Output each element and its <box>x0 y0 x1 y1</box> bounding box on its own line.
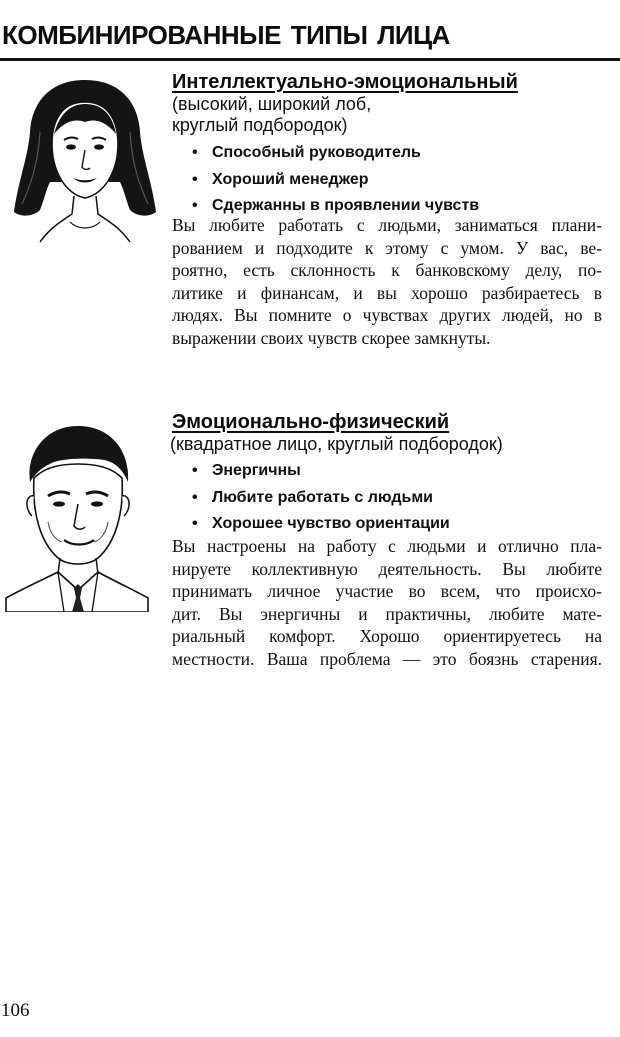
bullet-list <box>192 140 479 220</box>
section-heading: Интеллектуально-эмоциональный <box>172 71 518 93</box>
page-number: 106 <box>1 1000 30 1021</box>
bullet-list <box>192 458 450 538</box>
section-body-text <box>172 535 602 670</box>
bullet-item: • Сдержанны в проявлении чувств <box>192 193 479 220</box>
body-line: людях. Вы помните о чувствах других людей, но в <box>172 305 602 325</box>
title-rule <box>0 58 620 61</box>
bullet-item: • Хорошее чувство ориентации <box>192 511 450 538</box>
body-line: дит. Вы энергичны и практичны, любите мате- <box>172 603 602 624</box>
body-line: Вы любите работать с людьми, заниматься плани- <box>172 215 602 235</box>
bullet-item: • Хороший менеджер <box>192 167 479 194</box>
section-body-text <box>172 214 602 349</box>
woman-portrait-icon <box>10 72 160 247</box>
bullet-item: • Способный руководитель <box>192 140 479 167</box>
section-heading: Эмоционально-физический <box>172 411 450 433</box>
body-line: литике и финансам, и вы хорошо разбираетесь в <box>172 282 602 303</box>
subtitle-line: круглый подбородок) <box>172 115 348 135</box>
body-line: рованием и подходите к этому с умом. У вас, ве- <box>172 237 602 258</box>
body-line: риальный комфорт. Хорошо ориентируетесь на <box>172 626 602 646</box>
body-line: принимать личное участие во всем, что происхо- <box>172 581 602 601</box>
body-line: выражении своих чувств скорее замкнуты. <box>172 327 491 348</box>
subtitle-line: (квадратное лицо, круглый подбородок) <box>170 434 503 454</box>
section-subtitle <box>170 434 503 455</box>
body-line: нируете коллективную деятельность. Вы любите <box>172 558 602 579</box>
man-portrait-icon <box>2 412 152 612</box>
body-line: Вы настроены на работу с людьми и отлично пла- <box>172 536 602 556</box>
body-line: роятно, есть склонность к банковскому делу, по- <box>172 260 602 280</box>
subtitle-line: (высокий, широкий лоб, <box>172 94 372 114</box>
section-subtitle <box>172 94 371 136</box>
bullet-item: • Любите работать с людьми <box>192 485 450 512</box>
bullet-item: • Энергичны <box>192 458 450 485</box>
body-line: местности. Ваша проблема — это боязнь старения. <box>172 648 602 669</box>
page-title: комбинированные типы лица <box>2 11 450 52</box>
